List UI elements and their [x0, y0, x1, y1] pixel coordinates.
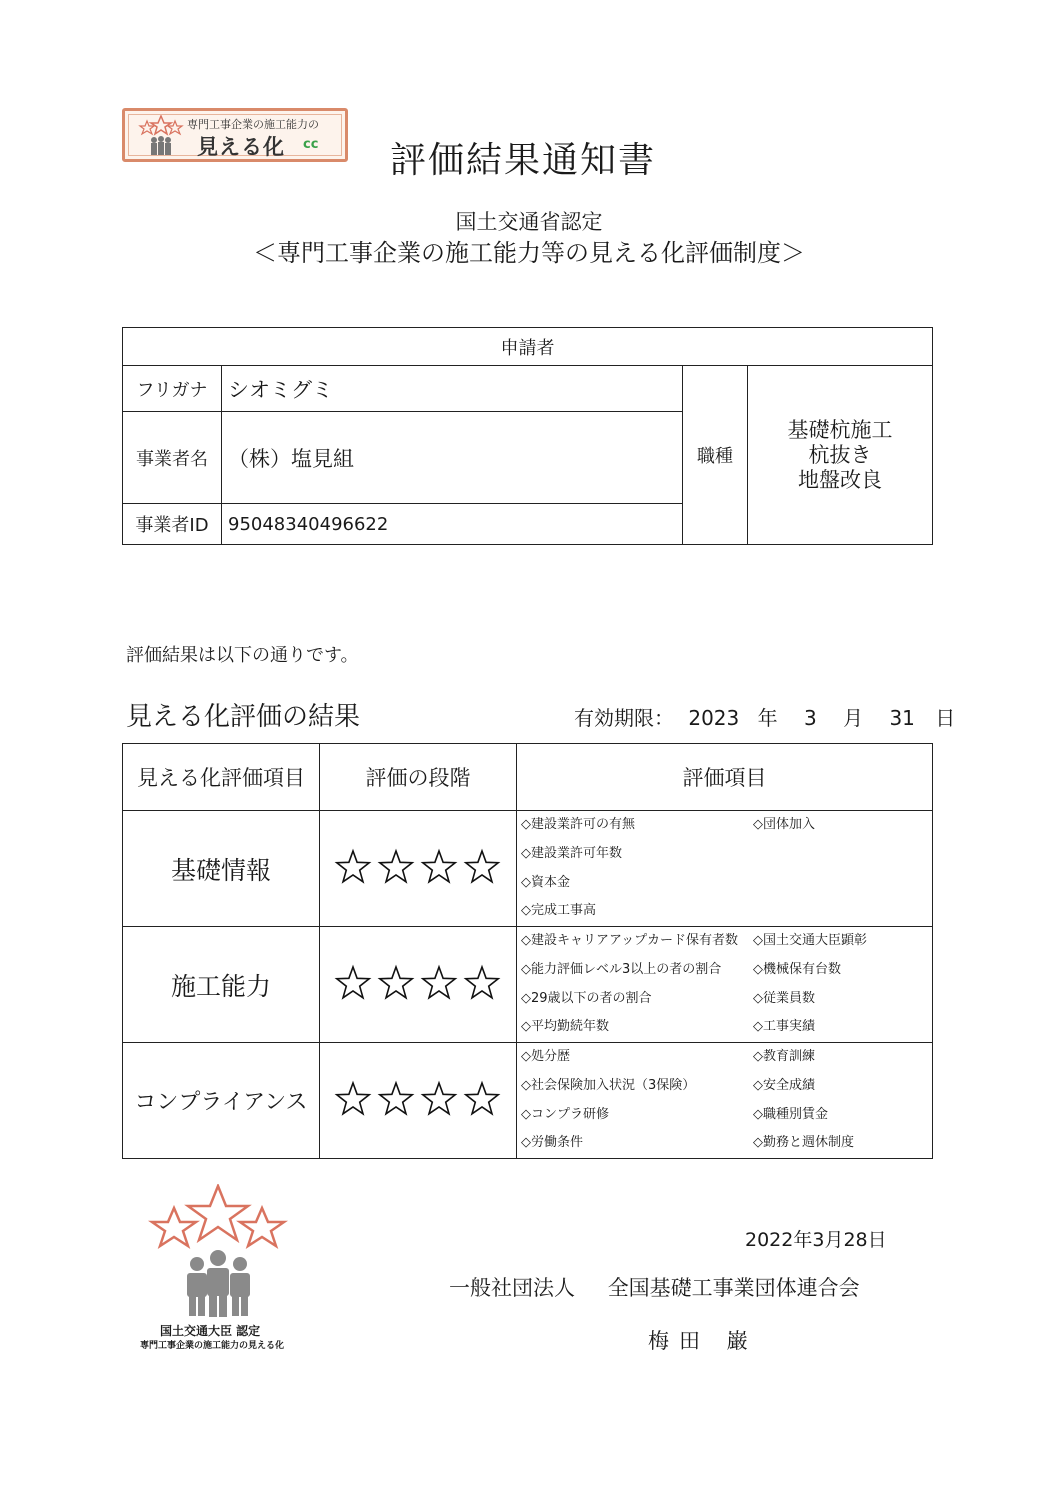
evaluation-item-line	[517, 927, 932, 956]
logo-cc-mark: cc	[303, 137, 319, 152]
results-row	[123, 1043, 933, 1159]
evaluation-item-line	[517, 869, 932, 898]
star-icon	[337, 1083, 369, 1114]
evaluation-item: ◇工事実績	[753, 1019, 815, 1035]
star-icon	[380, 851, 412, 882]
document-title: 評価結果通知書	[390, 140, 657, 181]
logo-top-text: 専門工事企業の施工能力の	[187, 118, 319, 131]
star-rating-icon	[333, 847, 503, 887]
star-icon	[337, 851, 369, 882]
visualization-logo-badge	[122, 108, 348, 162]
star-rating-icon	[333, 1079, 503, 1119]
results-header-stage: 評価の段階	[320, 744, 517, 811]
business-name-label: 事業者名	[123, 412, 222, 504]
visualization-emblem-icon	[140, 1184, 290, 1322]
results-header-items: 評価項目	[517, 744, 933, 811]
evaluation-stars	[320, 811, 517, 927]
logo-main-text: 見える化	[197, 135, 285, 159]
signer-name: 梅田 巌	[648, 1329, 758, 1353]
evaluation-item-line	[517, 956, 932, 985]
issue-date: 2022年3月28日	[745, 1229, 887, 1251]
evaluation-item: ◇労働条件	[521, 1135, 583, 1151]
business-id-label: 事業者ID	[123, 504, 222, 545]
evaluation-items	[517, 927, 933, 1043]
evaluation-items	[517, 1043, 933, 1159]
evaluation-item-line	[517, 811, 932, 840]
certification-subtitle: 国土交通省認定	[455, 210, 603, 234]
evaluation-item: ◇建設業許可の有無	[521, 817, 635, 832]
star-icon	[466, 851, 498, 882]
furigana-label: フリガナ	[123, 366, 222, 412]
evaluation-item: ◇完成工事高	[521, 903, 596, 919]
organization-name: 全国基礎工事業団体連合会	[607, 1276, 860, 1300]
applicant-table	[122, 327, 933, 545]
star-icon	[380, 1083, 412, 1114]
validity-day-unit: 日	[935, 706, 956, 730]
business-name-value: （株）塩見組	[222, 412, 683, 504]
evaluation-item: ◇能力評価レベル3以上の者の割合	[521, 961, 722, 977]
evaluation-item: ◇勤務と週休制度	[753, 1135, 854, 1151]
trade-list	[748, 366, 933, 545]
business-id-value: 95048340496622	[222, 504, 683, 545]
validity-month: 3	[803, 706, 817, 730]
evaluation-item-line	[517, 1013, 932, 1042]
validity-year: 2023	[688, 706, 740, 730]
results-table	[122, 743, 933, 1159]
evaluation-item-line	[517, 1072, 932, 1101]
evaluation-item: ◇職種別賃金	[753, 1106, 828, 1122]
evaluation-category: 施工能力	[123, 927, 320, 1043]
evaluation-item: ◇教育訓練	[753, 1049, 815, 1064]
trade-item: 基礎杭施工	[787, 417, 893, 442]
evaluation-item: ◇国土交通大臣顕彰	[753, 933, 867, 948]
validity-period	[574, 702, 955, 731]
evaluation-item: ◇建設キャリアアップカード保有者数	[521, 933, 738, 948]
validity-year-unit: 年	[757, 706, 778, 730]
evaluation-item: ◇平均勤続年数	[521, 1019, 609, 1035]
intro-text: 評価結果は以下の通りです。	[126, 645, 359, 666]
star-icon	[466, 1083, 498, 1114]
star-icon	[423, 1083, 455, 1114]
results-row	[123, 811, 933, 927]
emblem-program-text: 専門工事企業の施工能力の見える化	[140, 1341, 285, 1351]
results-header-category: 見える化評価項目	[123, 744, 320, 811]
applicant-header: 申請者	[123, 328, 933, 366]
results-heading: 見える化評価の結果	[126, 702, 361, 732]
evaluation-item-line	[517, 1043, 932, 1072]
star-icon	[337, 967, 369, 998]
evaluation-stars	[320, 1043, 517, 1159]
evaluation-items	[517, 811, 933, 927]
evaluation-item-line	[517, 1101, 932, 1130]
evaluation-item-line	[517, 985, 932, 1014]
logo-stars-people-icon	[135, 115, 187, 157]
evaluation-item: ◇機械保有台数	[753, 961, 841, 977]
evaluation-item: ◇団体加入	[753, 817, 815, 832]
validity-label: 有効期限：	[574, 706, 674, 730]
trade-label: 職種	[683, 366, 748, 545]
evaluation-item-line	[517, 897, 932, 926]
evaluation-item-line	[517, 1129, 932, 1158]
evaluation-item: ◇コンプラ研修	[521, 1106, 609, 1122]
evaluation-item: ◇資本金	[521, 874, 570, 890]
star-icon	[380, 967, 412, 998]
star-rating-icon	[333, 963, 503, 1003]
star-icon	[423, 851, 455, 882]
star-icon	[423, 967, 455, 998]
evaluation-category: 基礎情報	[123, 811, 320, 927]
trade-item: 杭抜き	[808, 442, 872, 467]
issuing-organization	[449, 1272, 860, 1302]
evaluation-item: ◇建設業許可年数	[521, 845, 622, 861]
evaluation-category: コンプライアンス	[123, 1043, 320, 1159]
evaluation-stars	[320, 927, 517, 1043]
evaluation-item: ◇従業員数	[753, 990, 815, 1006]
results-row	[123, 927, 933, 1043]
validity-month-unit: 月	[843, 706, 864, 730]
trade-item: 地盤改良	[798, 467, 882, 492]
evaluation-item: ◇安全成績	[753, 1077, 815, 1093]
validity-day: 31	[889, 706, 915, 730]
evaluation-item-line	[517, 840, 932, 869]
evaluation-item: ◇社会保険加入状況（3保険）	[521, 1077, 696, 1093]
furigana-value: シオミグミ	[222, 366, 683, 412]
evaluation-item: ◇29歳以下の者の割合	[521, 990, 652, 1006]
evaluation-item: ◇処分歴	[521, 1049, 570, 1064]
star-icon	[466, 967, 498, 998]
emblem-certification-text: 国土交通大臣 認定	[160, 1324, 261, 1338]
organization-type: 一般社団法人	[449, 1276, 575, 1300]
program-subtitle: ＜専門工事企業の施工能力等の見える化評価制度＞	[253, 239, 805, 267]
